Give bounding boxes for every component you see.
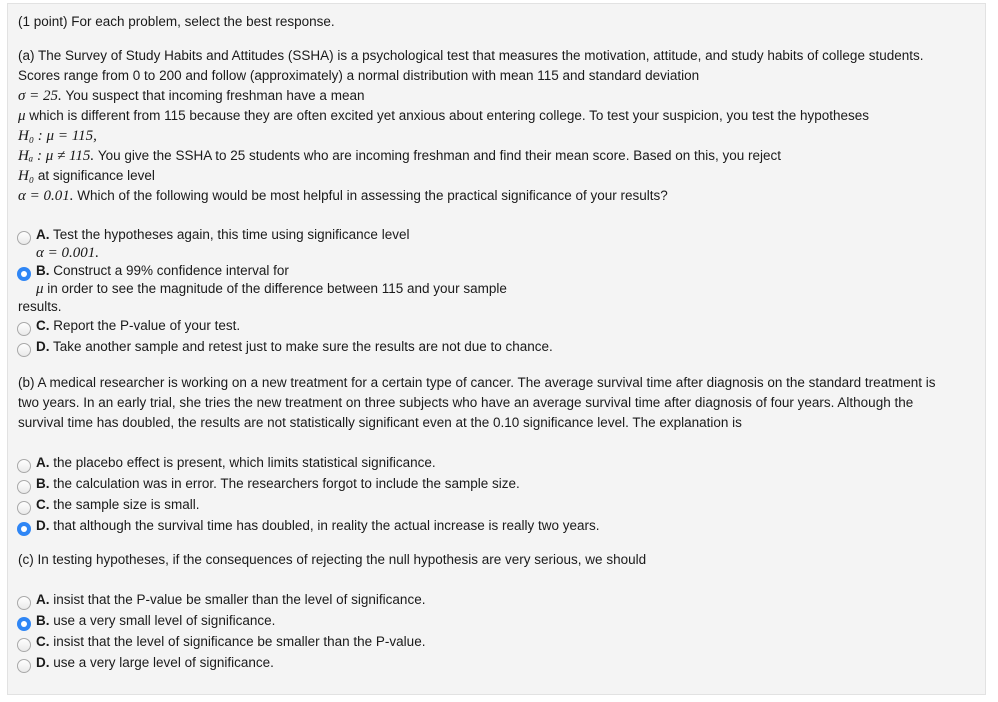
null-hypothesis-symbol: H₀ [18,168,35,184]
option-text: insist that the level of significance be smaller than the P-value. [49,634,426,649]
option-text: Construct a 99% confidence interval for [49,263,289,278]
alternative-hypothesis: Hₐ : μ ≠ 115. [18,148,95,164]
part-a-option-b-radio[interactable] [17,267,31,281]
mu-symbol: μ [18,108,26,124]
part-c-option-a[interactable] [36,591,425,609]
part-a-line-1: (a) The Survey of Study Habits and Attitudes (SSHA) is a psychological test that measures the motivation, attitude, and study habits of college students. [18,48,924,63]
option-label: B. [36,613,50,628]
part-b-line-1: (b) A medical researcher is working on a new treatment for a certain type of cancer. The average survival time after diagnosis on the standard treatment is [18,375,936,390]
part-b-option-d[interactable] [36,517,600,535]
part-c-option-d[interactable] [36,654,274,672]
part-b-line-3: survival time has doubled, the results are not statistically significant even at the 0.10 significance level. The explanation is [18,415,742,430]
part-a-line-8-text: Which of the following would be most helpful in assessing the practical significance of your results? [73,188,668,203]
option-label: D. [36,518,50,533]
part-a-line-5 [18,127,97,145]
part-b-option-a[interactable] [36,454,436,472]
option-label: A. [36,455,50,470]
option-text: that although the survival time has doubled, in reality the actual increase is really two years. [49,518,600,533]
part-a-option-c[interactable] [36,317,240,335]
option-text: Take another sample and retest just to make sure the results are not due to chance. [49,339,553,354]
part-c-option-c[interactable] [36,633,425,651]
part-a-line-7 [18,167,155,185]
part-a-option-b[interactable] [36,262,289,280]
part-c-option-d-radio[interactable] [17,659,31,673]
option-text-continued: in order to see the magnitude of the difference between 115 and your sample [43,281,507,296]
part-a-line-4 [18,107,869,125]
part-a-option-d[interactable] [36,338,553,356]
part-a-line-3 [18,87,364,105]
part-a-option-c-radio[interactable] [17,322,31,336]
null-hypothesis: H₀ : μ = 115, [18,128,97,144]
part-a-option-d-radio[interactable] [17,343,31,357]
part-a-option-b-line-3: results. [18,299,62,314]
part-b-option-c-radio[interactable] [17,501,31,515]
part-b-option-d-radio[interactable] [17,522,31,536]
part-a-line-3-text: You suspect that incoming freshman have a mean [61,88,365,103]
option-text: Test the hypotheses again, this time using significance level [49,227,410,242]
part-a-option-a[interactable] [36,226,409,244]
option-text: the sample size is small. [49,497,200,512]
intro-text: (1 point) For each problem, select the best response. [18,14,335,29]
part-a-option-a-math [36,244,99,262]
option-text: the placebo effect is present, which limits statistical significance. [49,455,436,470]
alpha-value: α = 0.001. [36,245,99,261]
mu-symbol: μ [36,281,44,297]
part-a-line-7-text: at significance level [34,168,155,183]
part-b-option-a-radio[interactable] [17,459,31,473]
part-b-option-b-radio[interactable] [17,480,31,494]
part-a-option-a-radio[interactable] [17,231,31,245]
option-text: insist that the P-value be smaller than the level of significance. [49,592,426,607]
part-a-line-6-text: You give the SSHA to 25 students who are incoming freshman and find their mean score. Based on this, you reject [94,148,782,163]
option-label: A. [36,592,50,607]
part-b-line-2: two years. In an early trial, she tries the new treatment on three subjects who have an average survival time after diagnosis of four years. Although the [18,395,914,410]
part-c-option-b[interactable] [36,612,275,630]
problem-panel [7,3,986,695]
option-text: Report the P-value of your test. [49,318,241,333]
option-label: D. [36,339,50,354]
sigma-equation: σ = 25. [18,88,62,104]
part-a-line-4-text: which is different from 115 because they are often excited yet anxious about entering college. To test your suspicion, you test the hypotheses [25,108,870,123]
option-text: use a very large level of significance. [49,655,274,670]
part-c-option-c-radio[interactable] [17,638,31,652]
part-a-option-b-line-2 [36,280,507,298]
part-b-option-c[interactable] [36,496,200,514]
option-label: C. [36,634,50,649]
option-label: A. [36,227,50,242]
part-c-line-1: (c) In testing hypotheses, if the consequences of rejecting the null hypothesis are very serious, we should [18,552,647,567]
part-c-option-b-radio[interactable] [17,617,31,631]
part-c-option-a-radio[interactable] [17,596,31,610]
part-b-option-b[interactable] [36,475,520,493]
option-text: the calculation was in error. The researchers forgot to include the sample size. [49,476,520,491]
alpha-equation: α = 0.01. [18,188,74,204]
option-text: use a very small level of significance. [49,613,276,628]
option-label: B. [36,476,50,491]
option-label: C. [36,497,50,512]
option-label: B. [36,263,50,278]
option-label: D. [36,655,50,670]
part-a-line-6 [18,147,781,165]
option-label: C. [36,318,50,333]
part-a-line-8 [18,187,668,205]
part-a-line-2: Scores range from 0 to 200 and follow (approximately) a normal distribution with mean 115 and standard deviation [18,68,700,83]
